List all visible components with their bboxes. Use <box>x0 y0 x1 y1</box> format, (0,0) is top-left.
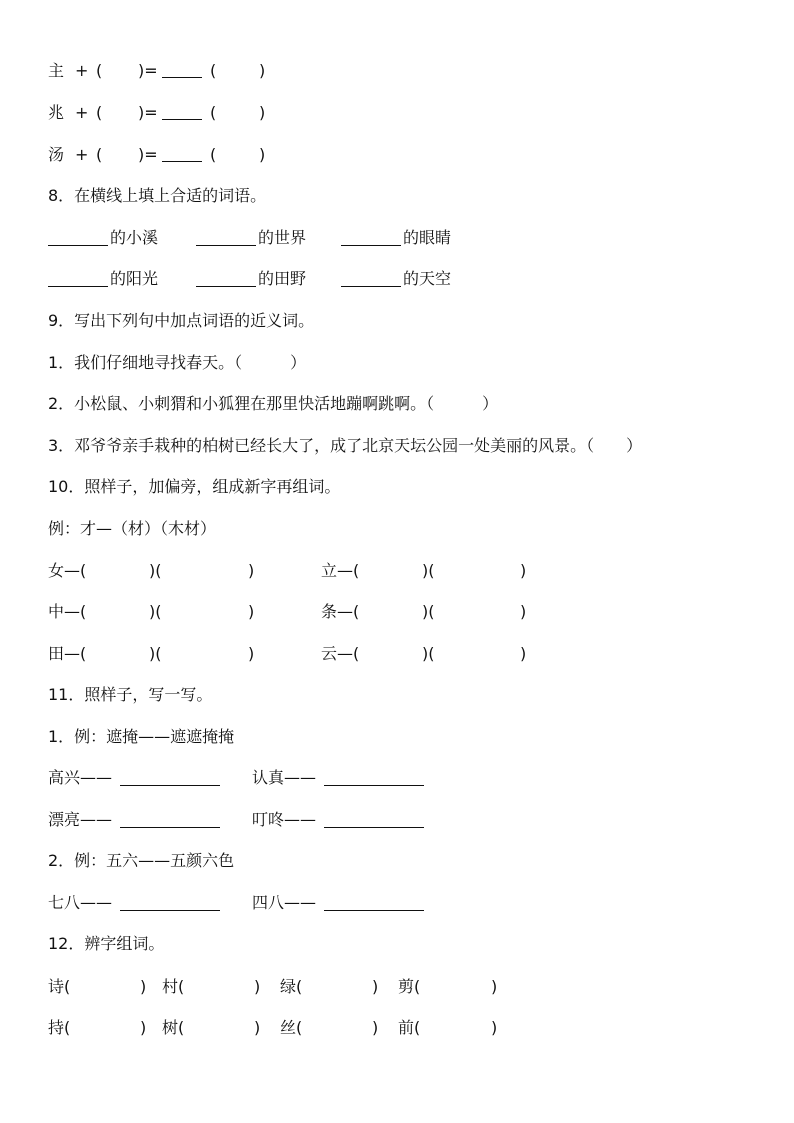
answer-blank[interactable] <box>162 146 202 162</box>
open-paren: ( <box>96 61 103 80</box>
q10-example: 例：才—（材）（木材） <box>48 519 217 538</box>
q12-title: 12．辨字组词。 <box>48 934 165 953</box>
q8-phrase: 的天空 <box>403 269 452 288</box>
q10-title: 10．照样子，加偏旁，组成新字再组词。 <box>48 477 341 496</box>
q11-title: 11．照样子，写一写。 <box>48 685 213 704</box>
word-prompt: 高兴—— <box>48 768 113 787</box>
q9-item-3: 3．邓爷爷亲手栽种的柏树已经长大了，成了北京天坛公园一处美丽的风景。（ ） <box>48 436 643 455</box>
q8-phrase: 的小溪 <box>110 228 159 247</box>
fill-blank[interactable] <box>196 230 256 246</box>
char-prompt: 树( <box>162 1018 185 1037</box>
word-prompt: 七八—— <box>48 893 113 912</box>
close-paren: ) <box>259 61 266 80</box>
close-paren-equals: )= <box>138 61 158 80</box>
paren-end: ) <box>248 561 255 580</box>
paren-mid: )( <box>422 644 435 663</box>
open-paren: ( <box>210 103 217 122</box>
fill-blank[interactable] <box>48 230 108 246</box>
char-prompt: 前( <box>398 1018 421 1037</box>
char-prompt: 绿( <box>280 977 303 996</box>
radical-prompt: 云—( <box>321 644 360 663</box>
paren-end: ) <box>248 602 255 621</box>
radical-prompt: 中—( <box>48 602 87 621</box>
answer-blank[interactable] <box>324 812 424 828</box>
formula-char: 主 <box>48 61 65 80</box>
q8-phrase: 的世界 <box>258 228 307 247</box>
close-paren: ) <box>259 145 266 164</box>
char-prompt: 诗( <box>48 977 71 996</box>
paren-mid: )( <box>149 602 162 621</box>
char-prompt: 村( <box>162 977 185 996</box>
paren-end: ) <box>254 977 261 996</box>
fill-blank[interactable] <box>341 230 401 246</box>
answer-blank[interactable] <box>162 62 202 78</box>
paren-end: ) <box>520 644 527 663</box>
word-prompt: 叮咚—— <box>252 810 317 829</box>
paren-end: ) <box>372 977 379 996</box>
q11-example-2: 2．例：五六——五颜六色 <box>48 851 235 870</box>
answer-blank[interactable] <box>324 895 424 911</box>
close-paren: ) <box>259 103 266 122</box>
answer-blank[interactable] <box>120 895 220 911</box>
paren-end: ) <box>520 602 527 621</box>
formula-char: 汤 <box>48 145 65 164</box>
paren-end: ) <box>372 1018 379 1037</box>
answer-blank[interactable] <box>120 812 220 828</box>
open-paren: ( <box>96 103 103 122</box>
q8-phrase: 的阳光 <box>110 269 159 288</box>
paren-end: ) <box>520 561 527 580</box>
word-prompt: 认真—— <box>252 768 317 787</box>
plus-sign: + <box>75 103 89 122</box>
q8-phrase: 的田野 <box>258 269 307 288</box>
plus-sign: + <box>75 61 89 80</box>
answer-blank[interactable] <box>120 770 220 786</box>
paren-mid: )( <box>149 561 162 580</box>
paren-end: ) <box>248 644 255 663</box>
q8-phrase: 的眼睛 <box>403 228 452 247</box>
char-prompt: 剪( <box>398 977 421 996</box>
paren-mid: )( <box>149 644 162 663</box>
fill-blank[interactable] <box>48 271 108 287</box>
paren-mid: )( <box>422 561 435 580</box>
fill-blank[interactable] <box>196 271 256 287</box>
q9-item-1: 1．我们仔细地寻找春天。（ ） <box>48 353 307 372</box>
q8-title: 8．在横线上填上合适的词语。 <box>48 186 267 205</box>
close-paren-equals: )= <box>138 145 158 164</box>
radical-prompt: 条—( <box>321 602 360 621</box>
open-paren: ( <box>210 145 217 164</box>
paren-mid: )( <box>422 602 435 621</box>
answer-blank[interactable] <box>162 104 202 120</box>
answer-blank[interactable] <box>324 770 424 786</box>
paren-end: ) <box>140 1018 147 1037</box>
word-prompt: 漂亮—— <box>48 810 113 829</box>
open-paren: ( <box>96 145 103 164</box>
radical-prompt: 女—( <box>48 561 87 580</box>
formula-char: 兆 <box>48 103 65 122</box>
q9-title: 9．写出下列句中加点词语的近义词。 <box>48 311 315 330</box>
paren-end: ) <box>254 1018 261 1037</box>
char-prompt: 丝( <box>280 1018 303 1037</box>
radical-prompt: 立—( <box>321 561 360 580</box>
q9-item-2: 2．小松鼠、小刺猬和小狐狸在那里快活地蹦啊跳啊。（ ） <box>48 394 499 413</box>
char-prompt: 持( <box>48 1018 71 1037</box>
radical-prompt: 田—( <box>48 644 87 663</box>
open-paren: ( <box>210 61 217 80</box>
plus-sign: + <box>75 145 89 164</box>
fill-blank[interactable] <box>341 271 401 287</box>
paren-end: ) <box>491 1018 498 1037</box>
close-paren-equals: )= <box>138 103 158 122</box>
word-prompt: 四八—— <box>252 893 317 912</box>
q11-example-1: 1．例：遮掩——遮遮掩掩 <box>48 727 235 746</box>
paren-end: ) <box>140 977 147 996</box>
paren-end: ) <box>491 977 498 996</box>
